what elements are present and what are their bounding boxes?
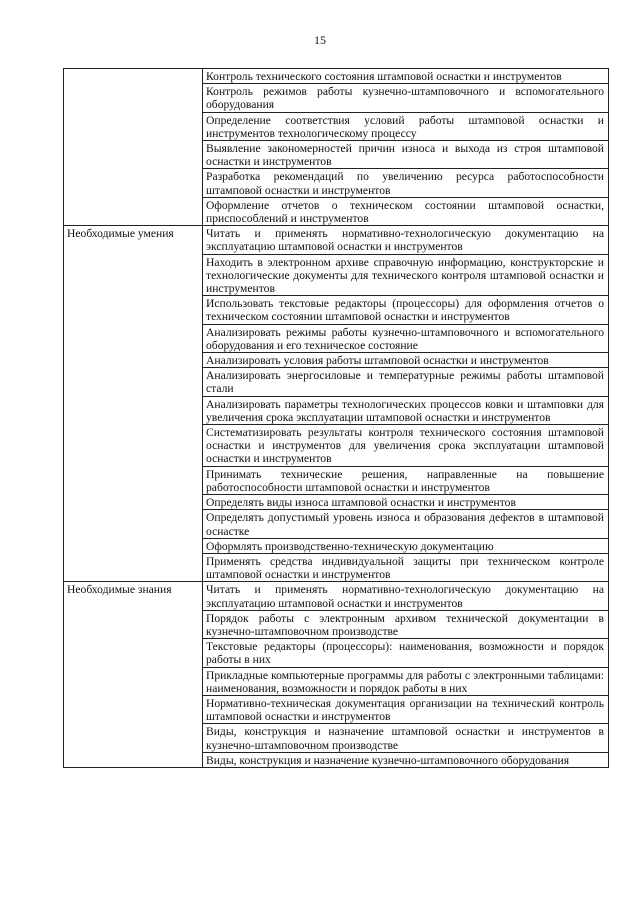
table-cell: Контроль технического состояния штамповой оснастки и инструментов [203,69,609,84]
table-cell: Контроль режимов работы кузнечно-штамповочного и вспомогательного оборудования [203,84,609,112]
table-cell: Принимать технические решения, направленные на повышение работоспособности штамповой оснастки и инструментов [203,466,609,494]
table-cell: Анализировать параметры технологических процессов ковки и штамповки для увеличения срока эксплуатации штамповой оснастки и инструментов [203,396,609,424]
requirements-table [63,68,609,768]
table-cell: Виды, конструкция и назначение кузнечно-штамповочного оборудования [203,752,609,767]
table-cell: Определять допустимый уровень износа и образования дефектов в штамповой оснастке [203,510,609,538]
section-label: Необходимые знания [64,582,203,768]
table-cell: Определение соответствия условий работы штамповой оснастки и инструментов технологическому процессу [203,112,609,140]
table-cell: Читать и применять нормативно-технологическую документацию на эксплуатацию штамповой оснастки и инструментов [203,226,609,254]
table-cell: Читать и применять нормативно-технологическую документацию на эксплуатацию штамповой оснастки и инструментов [203,582,609,610]
table-cell: Выявление закономерностей причин износа и выхода из строя штамповой оснастки и инструментов [203,141,609,169]
table-cell: Оформление отчетов о техническом состоянии штамповой оснастки, приспособлений и инструментов [203,197,609,225]
section-label [64,69,203,226]
table-cell: Разработка рекомендаций по увеличению ресурса работоспособности штамповой оснастки и инструментов [203,169,609,197]
table-cell: Использовать текстовые редакторы (процессоры) для оформления отчетов о техническом состоянии штамповой оснастки и инструментов [203,296,609,324]
table-cell: Анализировать режимы работы кузнечно-штамповочного и вспомогательного оборудования и его техническое состояние [203,324,609,352]
table-cell: Анализировать условия работы штамповой оснастки и инструментов [203,353,609,368]
table-cell: Применять средства индивидуальной защиты при техническом контроле штамповой оснастки и инструментов [203,553,609,581]
table-cell: Оформлять производственно-техническую документацию [203,538,609,553]
page-number: 15 [314,33,326,47]
table-cell: Прикладные компьютерные программы для работы с электронными таблицами: наименования, возможности и порядок работы в них [203,667,609,695]
table-cell: Определять виды износа штамповой оснастки и инструментов [203,495,609,510]
table-cell: Виды, конструкция и назначение штамповой оснастки и инструментов в кузнечно-штамповочном производстве [203,724,609,752]
section-label: Необходимые умения [64,226,203,582]
table-cell: Текстовые редакторы (процессоры): наименования, возможности и порядок работы в них [203,639,609,667]
table-row [64,582,609,610]
table-cell: Порядок работы с электронным архивом технической документации в кузнечно-штамповочном производстве [203,610,609,638]
table-cell: Нормативно-техническая документация организации на технический контроль штамповой оснастки и инструментов [203,695,609,723]
table-cell: Анализировать энергосиловые и температурные режимы работы штамповой стали [203,368,609,396]
table-row [64,69,609,84]
table-cell: Находить в электронном архиве справочную информацию, конструкторские и технологические документы для технического контроля штамповой оснастки и инструментов [203,254,609,296]
table-cell: Систематизировать результаты контроля технического состояния штамповой оснастки и инструментов для увеличения срока эксплуатации штамповой оснастки и инструментов [203,425,609,467]
table-row [64,226,609,254]
